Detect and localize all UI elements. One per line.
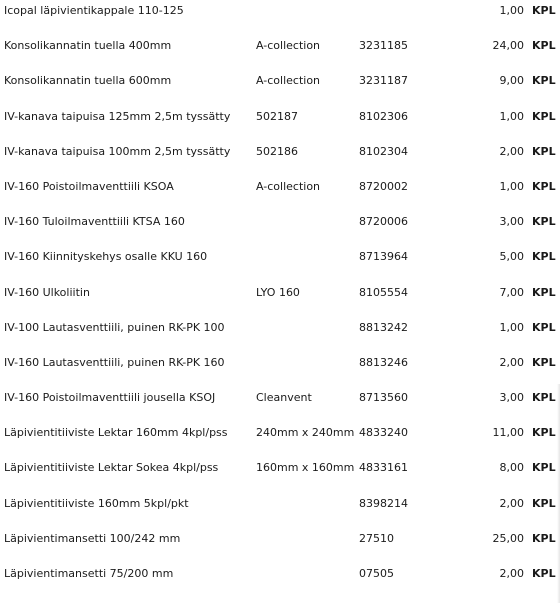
product-name: IV-160 Tuloilmaventtiili KTSA 160 (4, 215, 185, 229)
product-quantity: 2,00 (499, 144, 524, 158)
product-unit: KPL (532, 426, 556, 440)
product-quantity: 25,00 (492, 531, 524, 545)
product-unit: KPL (532, 285, 556, 299)
product-unit: KPL (532, 391, 556, 405)
product-quantity: 3,00 (499, 391, 524, 405)
product-name: IV-160 Ulkoliitin (4, 285, 90, 299)
product-quantity: 2,00 (499, 496, 524, 510)
product-model: Cleanvent (256, 391, 312, 405)
product-code: 8102306 (359, 109, 408, 123)
product-name: IV-100 Lautasventtiili, puinen RK-PK 100 (4, 320, 225, 334)
table-row (0, 176, 560, 211)
product-code: 8813242 (359, 320, 408, 334)
table-row (0, 528, 560, 563)
product-unit: KPL (532, 461, 556, 475)
table-row (0, 352, 560, 387)
product-model: A-collection (256, 179, 321, 193)
product-unit: KPL (532, 39, 556, 53)
product-code: 3231187 (359, 74, 408, 88)
product-quantity: 1,00 (499, 4, 524, 17)
product-unit: KPL (532, 4, 556, 17)
product-code: 3231185 (359, 39, 408, 53)
product-model: 240mm x 240mm (256, 426, 355, 440)
product-quantity: 1,00 (499, 179, 524, 193)
product-code: 27510 (359, 531, 394, 545)
product-quantity: 1,00 (499, 109, 524, 123)
product-quantity: 2,00 (499, 567, 524, 580)
product-quantity: 9,00 (499, 74, 524, 88)
product-code: 8813246 (359, 355, 408, 369)
table-row (0, 35, 560, 70)
product-name: Läpivientimansetti 100/242 mm (4, 531, 181, 545)
product-unit: KPL (532, 144, 556, 158)
table-row (0, 70, 560, 105)
product-unit: KPL (532, 250, 556, 264)
product-name: Konsolikannatin tuella 400mm (4, 39, 172, 53)
product-code: 4833161 (359, 461, 408, 475)
product-unit: KPL (532, 496, 556, 510)
table-row (0, 457, 560, 492)
product-code: 8105554 (359, 285, 408, 299)
product-unit: KPL (532, 109, 556, 123)
table-row (0, 563, 560, 598)
product-model: LYO 160 (256, 285, 300, 299)
product-code: 07505 (359, 567, 394, 580)
product-unit: KPL (532, 567, 556, 580)
product-code: 8720002 (359, 179, 408, 193)
product-model: 160mm x 160mm (256, 461, 355, 475)
product-code: 8398214 (359, 496, 408, 510)
product-unit: KPL (532, 215, 556, 229)
product-name: IV-160 Poistoilmaventtiili KSOA (4, 179, 174, 193)
product-name: IV-kanava taipuisa 100mm 2,5m tyssätty (4, 144, 231, 158)
product-quantity: 8,00 (499, 461, 524, 475)
product-code: 8713964 (359, 250, 408, 264)
table-row (0, 106, 560, 141)
product-name: Läpivientitiiviste Lektar 160mm 4kpl/pss (4, 426, 228, 440)
product-unit: KPL (532, 531, 556, 545)
product-unit: KPL (532, 355, 556, 369)
product-quantity: 11,00 (492, 426, 524, 440)
product-code: 8713560 (359, 391, 408, 405)
product-model: 502186 (256, 144, 298, 158)
product-model: A-collection (256, 74, 321, 88)
product-quantity: 3,00 (499, 215, 524, 229)
product-quantity: 5,00 (499, 250, 524, 264)
product-unit: KPL (532, 320, 556, 334)
product-quantity: 2,00 (499, 355, 524, 369)
product-code: 8720006 (359, 215, 408, 229)
product-model: A-collection (256, 39, 321, 53)
product-name: Icopal läpivientikappale 110-125 (4, 4, 184, 17)
product-unit: KPL (532, 179, 556, 193)
table-row (0, 493, 560, 528)
table-row (0, 387, 560, 422)
product-code: 8102304 (359, 144, 408, 158)
product-unit: KPL (532, 74, 556, 88)
table-row (0, 0, 560, 35)
product-name: IV-kanava taipuisa 125mm 2,5m tyssätty (4, 109, 231, 123)
product-quantity: 7,00 (499, 285, 524, 299)
table-row (0, 317, 560, 352)
product-quantity: 24,00 (492, 39, 524, 53)
product-name: Läpivientitiiviste Lektar Sokea 4kpl/pss (4, 461, 219, 475)
product-name: Konsolikannatin tuella 600mm (4, 74, 172, 88)
product-model: 502187 (256, 109, 298, 123)
table-row (0, 422, 560, 457)
product-name: IV-160 Poistoilmaventtiili jousella KSOJ (4, 391, 216, 405)
product-name: Läpivientitiiviste 160mm 5kpl/pkt (4, 496, 189, 510)
table-row (0, 141, 560, 176)
product-name: IV-160 Lautasventtiili, puinen RK-PK 160 (4, 355, 225, 369)
table-row (0, 282, 560, 317)
product-name: Läpivientimansetti 75/200 mm (4, 567, 174, 580)
product-quantity: 1,00 (499, 320, 524, 334)
product-code: 4833240 (359, 426, 408, 440)
table-row (0, 246, 560, 281)
table-row (0, 211, 560, 246)
product-name: IV-160 Kiinnityskehys osalle KKU 160 (4, 250, 208, 264)
